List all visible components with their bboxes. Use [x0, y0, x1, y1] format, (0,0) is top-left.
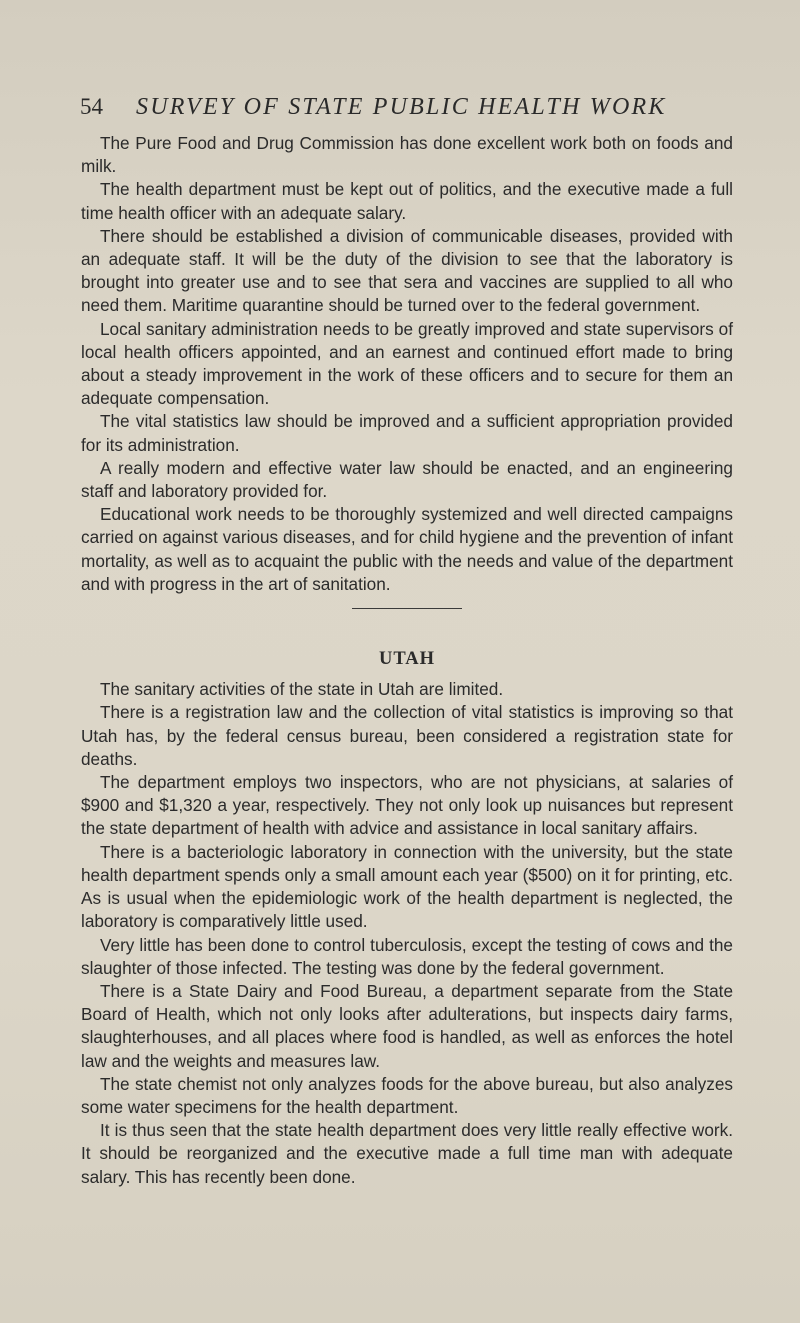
section-title: UTAH [378, 649, 436, 670]
paragraph: There is a bacteriologic laboratory in connection with the university, but the state health department spends only a small amount each year ($500) on it for printing, etc. As is usual when the epidemiologic work of the health department is neglected, the laboratory is comparatively little used. [81, 841, 733, 932]
paragraph: The sanitary activities of the state in Utah are limited. [100, 679, 504, 700]
paragraph: The health department must be kept out of politics, and the executive made a full time health officer with an adequate salary. [81, 179, 733, 223]
paragraph: There is a State Dairy and Food Bureau, a department separate from the State Board of Health, which not only looks after adulterations, but inspects dairy farms, slaughterhouses, and all places where food is handled, as well as enforces the hotel law and the weights and measures law. [81, 980, 733, 1071]
paragraph: The Pure Food and Drug Commission has done excellent work both on foods and milk. [81, 133, 733, 177]
paragraph: The department employs two inspectors, who are not physicians, at salaries of $900 and $1,320 a year, respectively. They not only look up nuisances but represent the state department of health with advice and assistance in local sanitary affairs. [81, 772, 733, 839]
paragraph: The state chemist not only analyzes foods for the above bureau, but also analyzes some water specimens for the health department. [81, 1073, 733, 1117]
paragraph: Local sanitary administration needs to be greatly improved and state supervisors of local health officers appointed, and an earnest and continued effort made to bring about a steady improvement in the work of these officers and to secure for them an adequate compensation. [81, 318, 733, 409]
paragraph: There is a registration law and the collection of vital statistics is improving so that Utah has, by the federal census bureau, been considered a registration state for deaths. [81, 702, 733, 769]
paragraph: It is thus seen that the state health department does very little really effective work. It should be reorganized and the executive made a full time man with adequate salary. This has recently been done. [81, 1120, 733, 1187]
paragraph: Very little has been done to control tuberculosis, except the testing of cows and the slaughter of those infected. The testing was done by the federal government. [81, 934, 733, 978]
page-header [80, 92, 720, 126]
paragraph: There should be established a division of communicable diseases, provided with an adequate staff. It will be the duty of the division to see that the laboratory is brought into greater use and to see that sera and vaccines are supplied to all who need them. Maritime quarantine should be turned over to the federal government. [81, 225, 733, 316]
section-divider [352, 608, 462, 609]
paragraph: Educational work needs to be thoroughly systemized and well directed campaigns carried on against various diseases, and for child hygiene and the prevention of infant mortality, as well as to acquaint the public with the needs and value of the department and with progress in the art of sanitation. [81, 504, 733, 594]
page-number: 54 [80, 94, 103, 119]
running-title: SURVEY OF STATE PUBLIC HEALTH WORK [136, 94, 667, 120]
paragraph: A really modern and effective water law should be enacted, and an engineering staff and laboratory provided for. [81, 457, 733, 502]
body-text [81, 132, 733, 1189]
paragraph: The vital statistics law should be improved and a sufficient appropriation provided for its administration. [81, 411, 733, 455]
